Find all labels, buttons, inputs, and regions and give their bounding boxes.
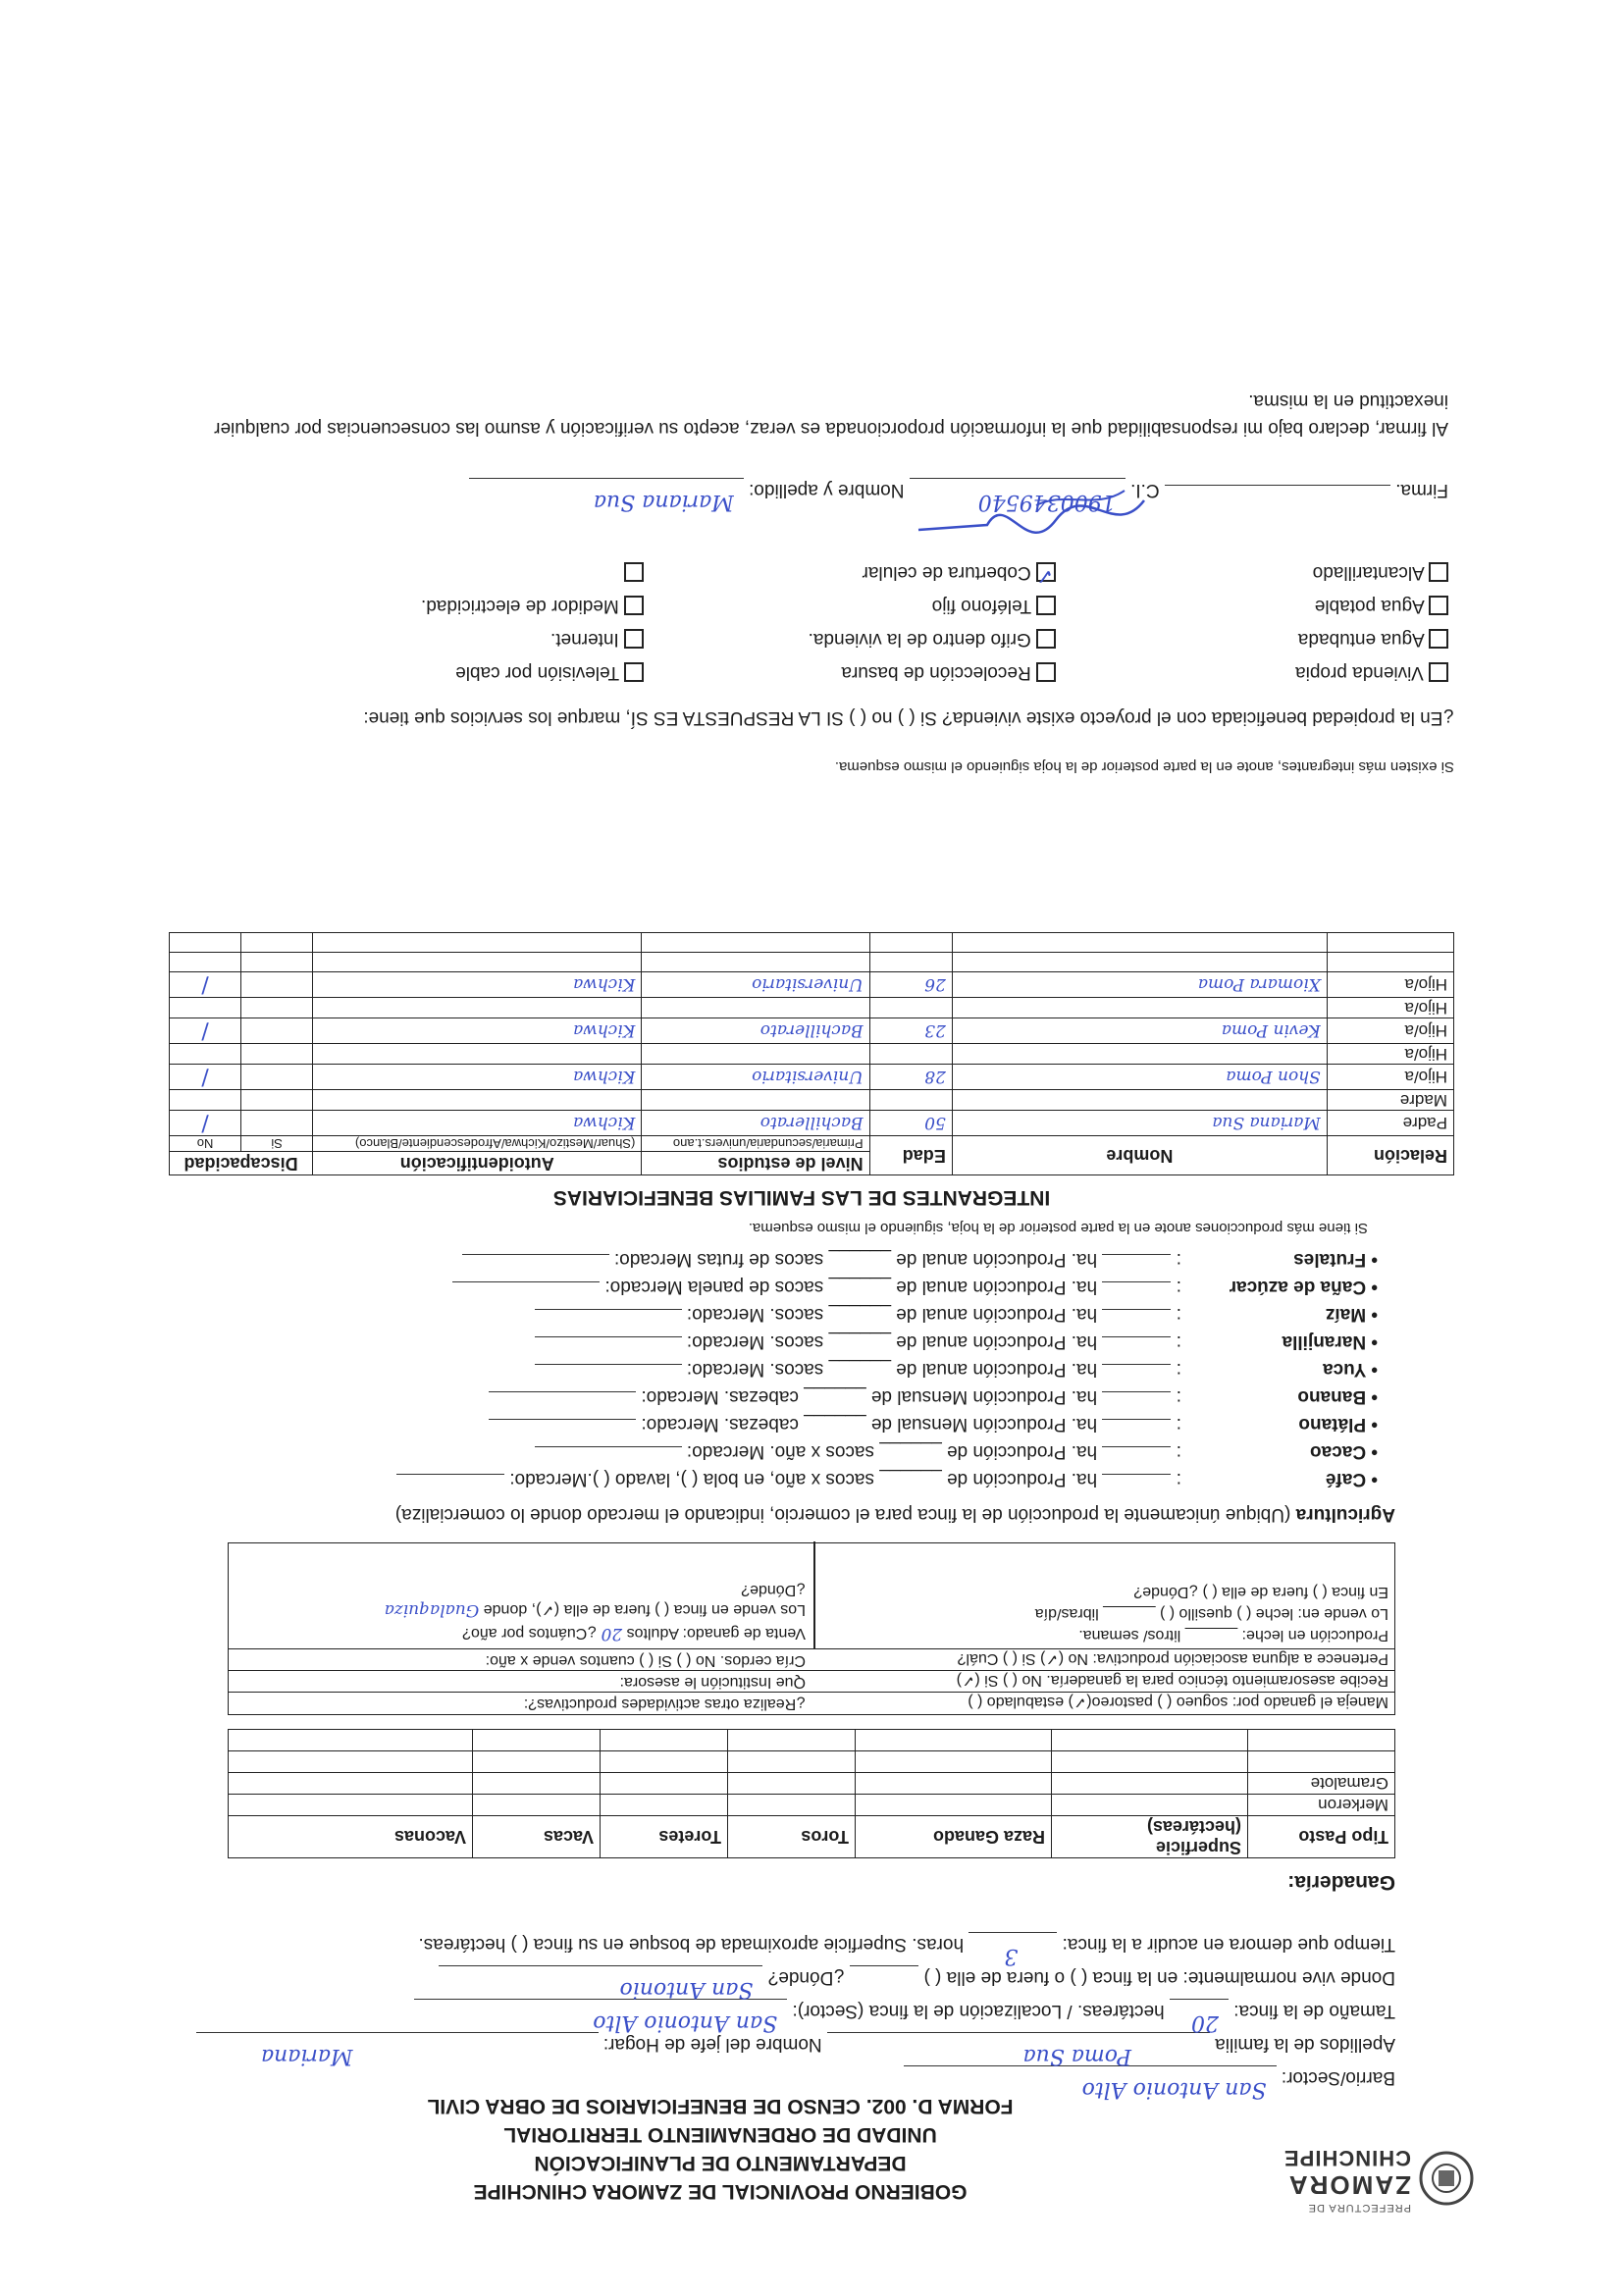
leche-text: Producción en leche: ______ litros/ semana.	[1078, 1627, 1388, 1644]
checkbox[interactable]	[1429, 596, 1448, 615]
recibe-text: Recibe asesoramiento técnico para la ganadería. No ( ) Si (✓)	[956, 1672, 1388, 1689]
nombre-value: Mariana Sua	[593, 490, 734, 514]
table-row	[170, 1065, 1454, 1090]
crop-name: Maíz	[1325, 1304, 1367, 1325]
col-toros: Toros	[728, 1816, 856, 1858]
tiempo-rest: horas. Superficie aproximada de bosque en su finca ( ) hectáreas.	[418, 1934, 965, 1955]
checkbox[interactable]	[1036, 662, 1056, 682]
sub-no: No	[170, 1136, 241, 1152]
rel-cell: Hijo/a	[1327, 1018, 1453, 1044]
integrantes-note: Si existen más integrantes, anote en la parte posterior de la hoja siguiendo el mismo esquema.	[834, 758, 1454, 775]
cell: Gramalote	[1248, 1773, 1395, 1795]
apellidos-label: Apellidos de la familia	[1215, 2034, 1395, 2055]
cell: Merkeron	[1248, 1795, 1395, 1816]
no-cell: /	[170, 1065, 241, 1090]
hectareas-label: hectáreas.	[1076, 2001, 1165, 2021]
table-row	[170, 1018, 1454, 1044]
ganaderia-table	[228, 1729, 1395, 1858]
estudios-cell: Bachillerato	[642, 1111, 869, 1136]
checkbox[interactable]	[1429, 662, 1448, 682]
nombre-cell: Mariana Sua	[952, 1111, 1327, 1136]
crop-name: Cacao	[1310, 1441, 1367, 1462]
donde-text: ¿Dónde?	[741, 1582, 806, 1598]
agricultura-heading	[208, 1503, 1395, 1525]
vende-en-label: Los vende en finca ( ) fuera de ella (✓), donde	[483, 1601, 806, 1618]
rel-cell: Hijo/a	[1327, 998, 1453, 1018]
crop-name: Naranjilla	[1282, 1331, 1367, 1352]
vende-leche-text: Lo vende en: leche ( ) quesillo ( ) ______ libras/día	[1034, 1605, 1388, 1622]
tamano-value: 20	[1190, 2010, 1219, 2035]
checkbox[interactable]	[1036, 596, 1056, 615]
scanned-form-page: PREFECTURA DE ZAMORA CHINCHIPE GOBIERNO PROVINCIAL DE ZAMORA CHINCHIPE DEPARTAMENTO DE PLANIFICACIÓN UNIDAD DE ORDENAMIENTO TERRITORIAL FORMA D. 002. CENSO DE BENEFICIARIOS DE OBRA CIVIL Barrio/Sector: San Antonio Alto Apellidos de la familia Poma Sua Nombre del jefe de Hogar: Mariana Tamaño de la finca: 20 hectáreas. / Localización de la finca (Sector): San Antonio Alto Donde vive normalmente: en la finca ( ) o fuera de ella ( ) ¿Dónde? San Antonio Tiempo que demora en acudir a la finca: 3 horas. Superficie aproximada de bosque en su finca ( ) hectáreas. Ganadería: Tipo Pasto Superficie (hectáreas) Raza Ganado Toros Toretes Vacas Vaconas Merkeron Gramalote Maneja el ganado por: sogueo ( ) pastoreo(✓) estabulado ( ) ¿Realiza otras actividades productivas?: Recibe asesoramiento técnico para la ganadería. No ( ) Si (✓) Que Institución le asesora: Pertenece a alguna asociación productiva: No (✓) Si ( ) Cuál? Cría cerdos. No ( ) Si ( ) cuantos vende x año: Producción en leche: ______ litros/ semana. Lo vende en: leche ( ) quesillo ( ) ______ libras/día En finca ( ) fuera de ella ( ) ¿Dónde? Venta de ganado: Adultos 20 ¿Cuántos por año? Los vende en finca ( ) fuera de ella (✓), donde Gualaquiza ¿Dónde? Agricultura (Ubique únicamente la producción de la finca para el comercio, indicando el mercado donde lo comercializa) • Café: ha. Producción de ______ sacos x año, en bola ( ), lavado ( ).Mercado: • Cacao: ha. Producción de ______ sacos x año. Mercado: • Plátano: ha. Producción Mensual de ______ cabezas. Mercado: • Banano: ha. Producción Mensual de ______ cabezas. Mercado: • Yuca: ha. Producción anual de ______ sacos. Mercado: • Naranjilla: ha. Producción anual de ______ sacos. Mercado: • Maíz: ha. Producción anual de ______ sacos. Mercado: • Caña de azúcar: ha. Producción anual de ______ sacos de panela Mercado: • Frutales: ha. Producción anual de ______ sacos de frutas Mercado: Si tiene más producciones anote en la parte posterior de la hoja, siguiendo el mismo esquema. INTEGRANTES DE LAS FAMILIAS BENEFICIARIAS Relación Nombre Edad Nivel de estudios Autoidentificación Discapacidad Primaria/secundaria/univers.t.ano (Shuar/Mestizo/Kichwa/Afrodescendiente/Blanco) Si No Padre Mariana Sua 50 Bachillerato Kichwa / Madre Hijo/a Shon Poma 28 Universitario Kichwa / Hijo/a Hijo/a Kevin Poma 23 Bachillerato Kichwa / Hijo/a Hijo/a Xiomara Poma 26 Universitario Kichwa / Si existen más integrantes, anote en la parte posterior de la hoja siguiendo el mismo esquema. ¿En la propiedad beneficiada con el proyecto existe vivienda? Si ( ) no ( ) SI LA RESPUESTA ES SÍ, marque los servicios que tiene: Vivienda propia Agua entubada Agua potable Alcantarillado Recolección de basura Grifo dentro de la vivienda. Teléfono fijo ✓ Cobertura de celular Televisión por cable Internet. Medidor de electricidad. Firma. C.I. 1900349540 Nombre y apellido: Mariana Sua Al firmar, declaro bajo mi responsabilidad que la información proporcionada es veraz, acepto su verificación y asumo las consecuencias por cualquier inexactitud en la misma.	[0, 0, 1623, 2296]
table-row	[170, 972, 1454, 998]
agricultura-intro: (Ubique únicamente la producción de la finca para el comercio, indicando el mercado donde lo comercializa)	[394, 1504, 1291, 1525]
ci-value: 1900349540	[977, 490, 1116, 514]
nombre-cell: Kevin Poma	[952, 1018, 1327, 1044]
crop-text: ha. Producción anual de ______ sacos. Mercado:	[686, 1359, 1098, 1380]
service-label: Agua potable	[1314, 596, 1425, 616]
form-title: FORMA D. 002. CENSO DE BENEFICIARIOS DE OBRA CIVIL	[427, 2095, 1014, 2117]
servicios-grid	[173, 546, 1448, 683]
institucion-text: Que Institución le asesora:	[619, 1674, 806, 1691]
table-row	[229, 1773, 1395, 1795]
col-auto: Autoidentificación	[313, 1152, 642, 1175]
venta-ganado-label: Venta de ganado: Adultos	[626, 1625, 806, 1642]
table-row	[229, 1730, 1395, 1751]
edad-cell: 23	[869, 1018, 952, 1044]
apellidos-value: Poma Sua	[1022, 2044, 1131, 2068]
estudios-cell: Universitario	[642, 1065, 869, 1090]
localizacion-label: / Localización de la finca (Sector):	[792, 2001, 1073, 2021]
crop-text: ha. Producción Mensual de ______ cabezas. Mercado:	[641, 1386, 1098, 1407]
vive-donde-value: San Antonio	[619, 1977, 754, 2002]
cuantos-ano-label: ¿Cuántos por año?	[462, 1625, 598, 1642]
crop-text: ha. Producción anual de ______ sacos. Mercado:	[686, 1331, 1098, 1352]
integrantes-table	[169, 932, 1454, 1175]
table-row	[170, 998, 1454, 1018]
vivienda-question: ¿En la propiedad beneficiada con el proyecto existe vivienda? Si ( ) no ( ) SI LA RESPUESTA ES SÍ, marque los servicios que tiene:	[363, 707, 1454, 728]
edad-cell: 26	[869, 972, 952, 998]
rel-cell: Hijo/a	[1327, 1044, 1453, 1065]
rel-cell: Madre	[1327, 1090, 1453, 1111]
auto-cell: Kichwa	[313, 1111, 642, 1136]
agricultura-note: Si tiene más producciones anote en la parte posterior de la hoja, siguiendo el mismo esquema.	[748, 1220, 1368, 1236]
sub-auto: (Shuar/Mestizo/Kichwa/Afrodescendiente/Blanco)	[313, 1136, 642, 1152]
table-row	[170, 933, 1454, 953]
ci-label: C.I.	[1130, 480, 1160, 500]
crop-name: Banano	[1297, 1386, 1367, 1407]
checkbox[interactable]	[624, 596, 644, 615]
col-estudios: Nivel de estudios	[642, 1152, 869, 1175]
col-discapacidad: Discapacidad	[170, 1152, 313, 1175]
col-toretes: Toretes	[601, 1816, 728, 1858]
maneja-text: Maneja el ganado por: sogueo ( ) pastoreo(✓) estabulado ( )	[968, 1694, 1388, 1710]
crop-text: ha. Producción de ______ sacos x año, en bola ( ), lavado ( ).Mercado:	[509, 1469, 1098, 1489]
barrio-label: Barrio/Sector:	[1281, 2067, 1395, 2088]
col-vaconas: Vaconas	[229, 1816, 473, 1858]
checkbox[interactable]	[624, 629, 644, 649]
org-line-2: DEPARTAMENTO DE PLANIFICACIÓN	[534, 2152, 907, 2174]
table-row	[170, 953, 1454, 972]
col-raza: Raza Ganado	[856, 1816, 1052, 1858]
service-label: Televisión por cable	[455, 662, 620, 683]
crop-text: ha. Producción anual de ______ sacos de frutas Mercado:	[613, 1249, 1098, 1270]
rel-cell: Padre	[1327, 1111, 1453, 1136]
edad-cell: 28	[869, 1065, 952, 1090]
tiempo-label: Tiempo que demora en acudir a la finca:	[1062, 1934, 1395, 1955]
crop-name: Yuca	[1323, 1359, 1367, 1380]
checkbox[interactable]	[1036, 629, 1056, 649]
service-label: Agua entubada	[1297, 629, 1425, 650]
nombre-cell: Xiomara Poma	[952, 972, 1327, 998]
auto-cell: Kichwa	[313, 1018, 642, 1044]
table-row	[170, 1090, 1454, 1111]
table-row	[229, 1795, 1395, 1816]
localizacion-value: San Antonio Alto	[593, 2010, 778, 2035]
rel-cell: Hijo/a	[1327, 972, 1453, 998]
nombre-cell: Shon Poma	[952, 1065, 1327, 1090]
crop-text: ha. Producción anual de ______ sacos de panela Mercado:	[604, 1277, 1098, 1297]
col-superficie: Superficie (hectáreas)	[1052, 1816, 1248, 1858]
col-vacas: Vacas	[473, 1816, 601, 1858]
en-finca-text: En finca ( ) fuera de ella ( ) ¿Dónde?	[1133, 1584, 1388, 1600]
crop-name: Caña de azúcar	[1229, 1277, 1367, 1297]
org-line-1: GOBIERNO PROVINCIAL DE ZAMORA CHINCHIPE	[473, 2180, 968, 2203]
vive-donde-label: ¿Dónde?	[767, 1967, 845, 1988]
crop-text: ha. Producción de ______ sacos x año. Mercado:	[686, 1441, 1098, 1462]
sub-si: Si	[241, 1136, 313, 1152]
no-cell: /	[170, 1111, 241, 1136]
sub-estudios: Primaria/secundaria/univers.t.ano	[642, 1136, 869, 1152]
barrio-value: San Antonio Alto	[1081, 2077, 1267, 2102]
service-label: Internet.	[550, 629, 619, 650]
service-label: Recolección de basura	[841, 662, 1031, 683]
crop-name: Plátano	[1298, 1414, 1367, 1435]
col-tipo-pasto: Tipo Pasto	[1248, 1816, 1395, 1858]
no-cell: /	[170, 972, 241, 998]
service-label: Cobertura de celular	[862, 562, 1031, 583]
auto-cell: Kichwa	[313, 1065, 642, 1090]
crop-name: Café	[1325, 1469, 1367, 1489]
header-block	[230, 2092, 1211, 2206]
col-nombre: Nombre	[952, 1136, 1327, 1175]
service-label: Teléfono fijo	[931, 596, 1032, 616]
vive-label: Donde vive normalmente: en la finca ( ) o fuera de ella ( )	[923, 1967, 1395, 1988]
checkbox[interactable]	[1429, 562, 1448, 582]
ganaderia-details	[228, 1542, 1395, 1715]
service-label: Grifo dentro de la vivienda.	[808, 629, 1031, 650]
table-row	[170, 1044, 1454, 1065]
otras-actividades: ¿Realiza otras actividades productivas?:	[523, 1696, 806, 1712]
checkbox[interactable]	[1429, 629, 1448, 649]
no-cell: /	[170, 1018, 241, 1044]
vende-en-value: Gualaquiza	[384, 1600, 480, 1620]
checkbox[interactable]	[624, 662, 644, 682]
service-label: Alcantarillado	[1312, 562, 1425, 583]
firma-label: Firma.	[1395, 480, 1448, 500]
ganaderia-header-row	[229, 1816, 1395, 1858]
jefe-label: Nombre del jefe de Hogar:	[602, 2034, 822, 2055]
ganaderia-title: Ganadería:	[1287, 1871, 1395, 1894]
col-relacion: Relación	[1327, 1136, 1453, 1175]
checkbox-checked[interactable]: ✓	[1035, 563, 1054, 589]
agricultura-title: Agricultura	[1295, 1504, 1395, 1525]
service-label: Vivienda propia	[1295, 662, 1424, 683]
venta-ganado-value: 20	[601, 1624, 623, 1644]
logo-text-top: PREFECTURA DE	[1307, 2202, 1411, 2214]
crop-name: Frutales	[1293, 1249, 1367, 1270]
auto-cell: Kichwa	[313, 972, 642, 998]
crop-text: ha. Producción Mensual de ______ cabezas. Mercado:	[641, 1414, 1098, 1435]
estudios-cell: Universitario	[642, 972, 869, 998]
integrantes-header-row	[170, 1152, 1454, 1175]
tamano-label: Tamaño de la finca:	[1233, 2001, 1395, 2021]
col-edad: Edad	[869, 1136, 952, 1175]
table-row	[170, 1111, 1454, 1136]
edad-cell: 50	[869, 1111, 952, 1136]
logo-text-mid: ZAMORA	[1286, 2170, 1411, 2200]
org-line-3: UNIDAD DE ORDENAMIENTO TERRITORIAL	[503, 2123, 937, 2146]
estudios-cell: Bachillerato	[642, 1018, 869, 1044]
service-label: Medidor de electricidad.	[421, 596, 619, 616]
general-info	[228, 1911, 1395, 2102]
crop-text: ha. Producción anual de ______ sacos. Mercado:	[686, 1304, 1098, 1325]
table-row	[229, 1751, 1395, 1773]
integrantes-title: INTEGRANTES DE LAS FAMILIAS BENEFICIARIAS	[552, 1186, 1051, 1209]
logo-text-bot: CHINCHIPE	[1283, 2146, 1411, 2170]
jefe-value: Mariana	[260, 2044, 353, 2068]
checkbox[interactable]	[624, 562, 644, 582]
declaracion-text: Al firmar, declaro bajo mi responsabilidad que la información proporcionada es veraz, acepto su verificación y asumo las consecuencias por cualquier inexactitud en la misma.	[214, 391, 1448, 439]
cria-text: Cría cerdos. No ( ) Si ( ) cuantos vende x año:	[485, 1652, 806, 1669]
nombre-label: Nombre y apellido:	[749, 480, 905, 500]
prefectura-logo	[1250, 2139, 1476, 2218]
pertenece-text: Pertenece a alguna asociación productiva: No (✓) Si ( ) Cuál?	[957, 1650, 1388, 1667]
signature-area	[173, 471, 1448, 530]
tiempo-value: 3	[1004, 1944, 1019, 1968]
rel-cell: Hijo/a	[1327, 1065, 1453, 1090]
